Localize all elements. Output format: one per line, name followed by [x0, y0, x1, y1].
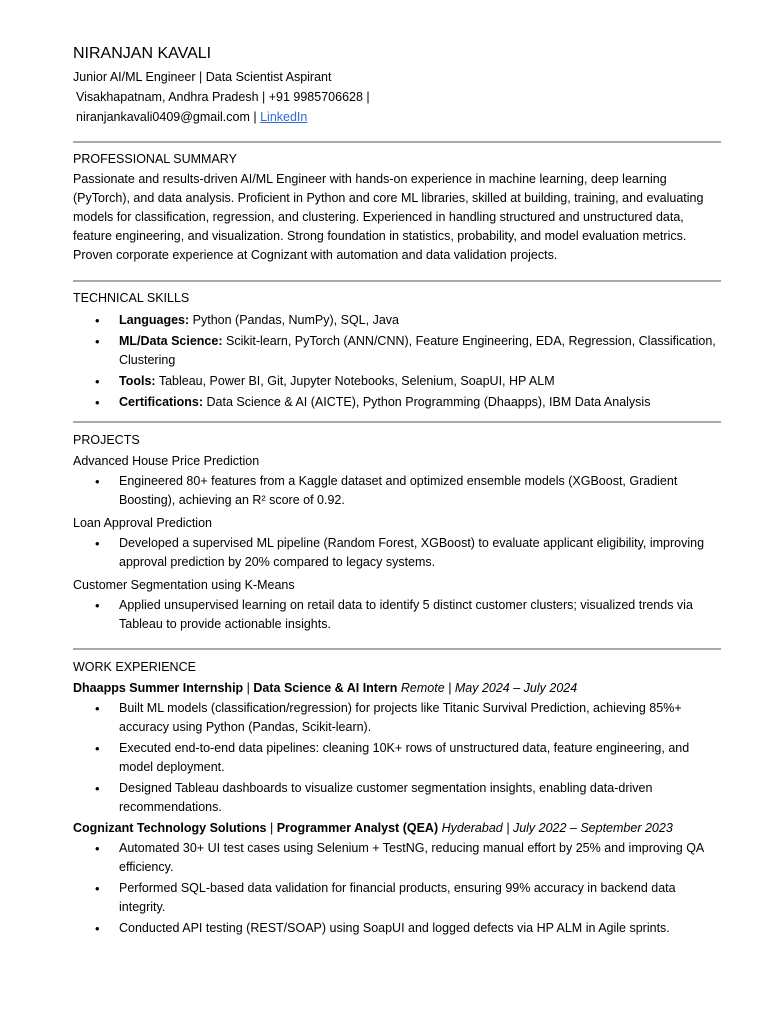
- skill-value: Data Science & AI (AICTE), Python Programming (Dhaapps), IBM Data Analysis: [206, 395, 651, 409]
- list-item: • Engineered 80+ features from a Kaggle dataset and optimized ensemble models (XGBoost, Gradient Boosting), achieving an R² score of 0.92.: [73, 472, 721, 510]
- list-item: • Performed SQL-based data validation for financial products, ensuring 99% accuracy in backend data integrity.: [73, 879, 721, 917]
- separator: |: [266, 821, 277, 835]
- job-meta: Remote | May 2024 – July 2024: [400, 681, 578, 695]
- list-item: • Executed end-to-end data pipelines: cleaning 10K+ rows of unstructured data, feature engineering, and model deployment.: [73, 739, 721, 777]
- summary-text: Passionate and results-driven AI/ML Engineer with hands-on experience in machine learning, deep learning (PyTorch), and data analysis. Proficient in Python and core ML libraries, skilled at building, training, and evaluating models for classification, regression, and clustering. Experienced in handling structured and unstructured data, feature engineering, and visualization. Strong foundation in statistics, probability, and model evaluation metrics. Proven corporate experience at Cognizant with automation and data validation projects.: [73, 172, 704, 262]
- job-header: [73, 679, 721, 698]
- company-name: Dhaapps Summer Internship: [73, 681, 244, 695]
- separator: |: [243, 681, 254, 695]
- project-title: Loan Approval Prediction: [73, 516, 212, 530]
- project-bullets: [73, 596, 721, 634]
- location-phone: Visakhapatnam, Andhra Pradesh | +91 9985706628 |: [76, 90, 370, 104]
- job-bullets: [73, 699, 721, 817]
- list-item: [73, 311, 721, 330]
- list-item: [73, 393, 721, 412]
- resume-content: [73, 44, 721, 938]
- list-item: [73, 332, 721, 370]
- contact-line: [73, 107, 721, 127]
- projects-heading: PROJECTS: [73, 433, 140, 447]
- email-text: niranjankavali0409@gmail.com: [76, 110, 250, 124]
- company-name: Cognizant Technology Solutions: [73, 821, 267, 835]
- summary-heading: PROFESSIONAL SUMMARY: [73, 152, 237, 166]
- project-bullets: [73, 472, 721, 510]
- linkedin-link[interactable]: LinkedIn: [260, 110, 308, 124]
- skill-label: Tools:: [119, 374, 156, 388]
- skill-value: Python (Pandas, NumPy), SQL, Java: [192, 313, 399, 327]
- separator: |: [249, 110, 261, 124]
- list-item: • Conducted API testing (REST/SOAP) using SoapUI and logged defects via HP ALM in Agile sprints.: [73, 919, 721, 938]
- job-role: Data Science & AI Intern: [253, 681, 398, 695]
- skill-label: Languages:: [119, 313, 190, 327]
- candidate-title: Junior AI/ML Engineer | Data Scientist Aspirant: [73, 70, 332, 84]
- list-item: • Automated 30+ UI test cases using Selenium + TestNG, reducing manual effort by 25% and improving QA efficiency.: [73, 839, 721, 877]
- project-title: Customer Segmentation using K-Means: [73, 578, 295, 592]
- job-role: Programmer Analyst (QEA): [276, 821, 439, 835]
- job-meta: Hyderabad | July 2022 – September 2023: [441, 821, 673, 835]
- skill-value: Tableau, Power BI, Git, Jupyter Notebooks, Selenium, SoapUI, HP ALM: [158, 374, 555, 388]
- experience-heading: WORK EXPERIENCE: [73, 660, 196, 674]
- project-bullets: [73, 534, 721, 572]
- list-item: • Developed a supervised ML pipeline (Random Forest, XGBoost) to evaluate applicant eligibility, improving approval prediction by 20% compared to legacy systems.: [73, 534, 721, 572]
- list-item: • Designed Tableau dashboards to visualize customer segmentation insights, enabling data-driven recommendations.: [73, 779, 721, 817]
- job-header: [73, 819, 721, 838]
- skills-heading: TECHNICAL SKILLS: [73, 291, 190, 305]
- job-bullets: [73, 839, 721, 938]
- section-divider: [73, 280, 721, 282]
- skill-label: Certifications:: [119, 395, 204, 409]
- section-divider: [73, 648, 721, 650]
- list-item: • Built ML models (classification/regression) for projects like Titanic Survival Prediction, achieving 85%+ accuracy using Python (Pandas, Scikit-learn).: [73, 699, 721, 737]
- candidate-name: NIRANJAN KAVALI: [73, 45, 212, 62]
- skill-label: ML/Data Science:: [119, 334, 223, 348]
- project-title: Advanced House Price Prediction: [73, 454, 260, 468]
- skill-value: Scikit-learn, PyTorch (ANN/CNN), Feature Engineering, EDA, Regression, Classification, Clustering: [119, 334, 716, 367]
- list-item: [73, 372, 721, 391]
- section-divider: [73, 141, 721, 143]
- list-item: • Applied unsupervised learning on retail data to identify 5 distinct customer clusters; visualized trends via Tableau to provide actionable insights.: [73, 596, 721, 634]
- section-divider: [73, 421, 721, 423]
- skills-list: [73, 311, 721, 412]
